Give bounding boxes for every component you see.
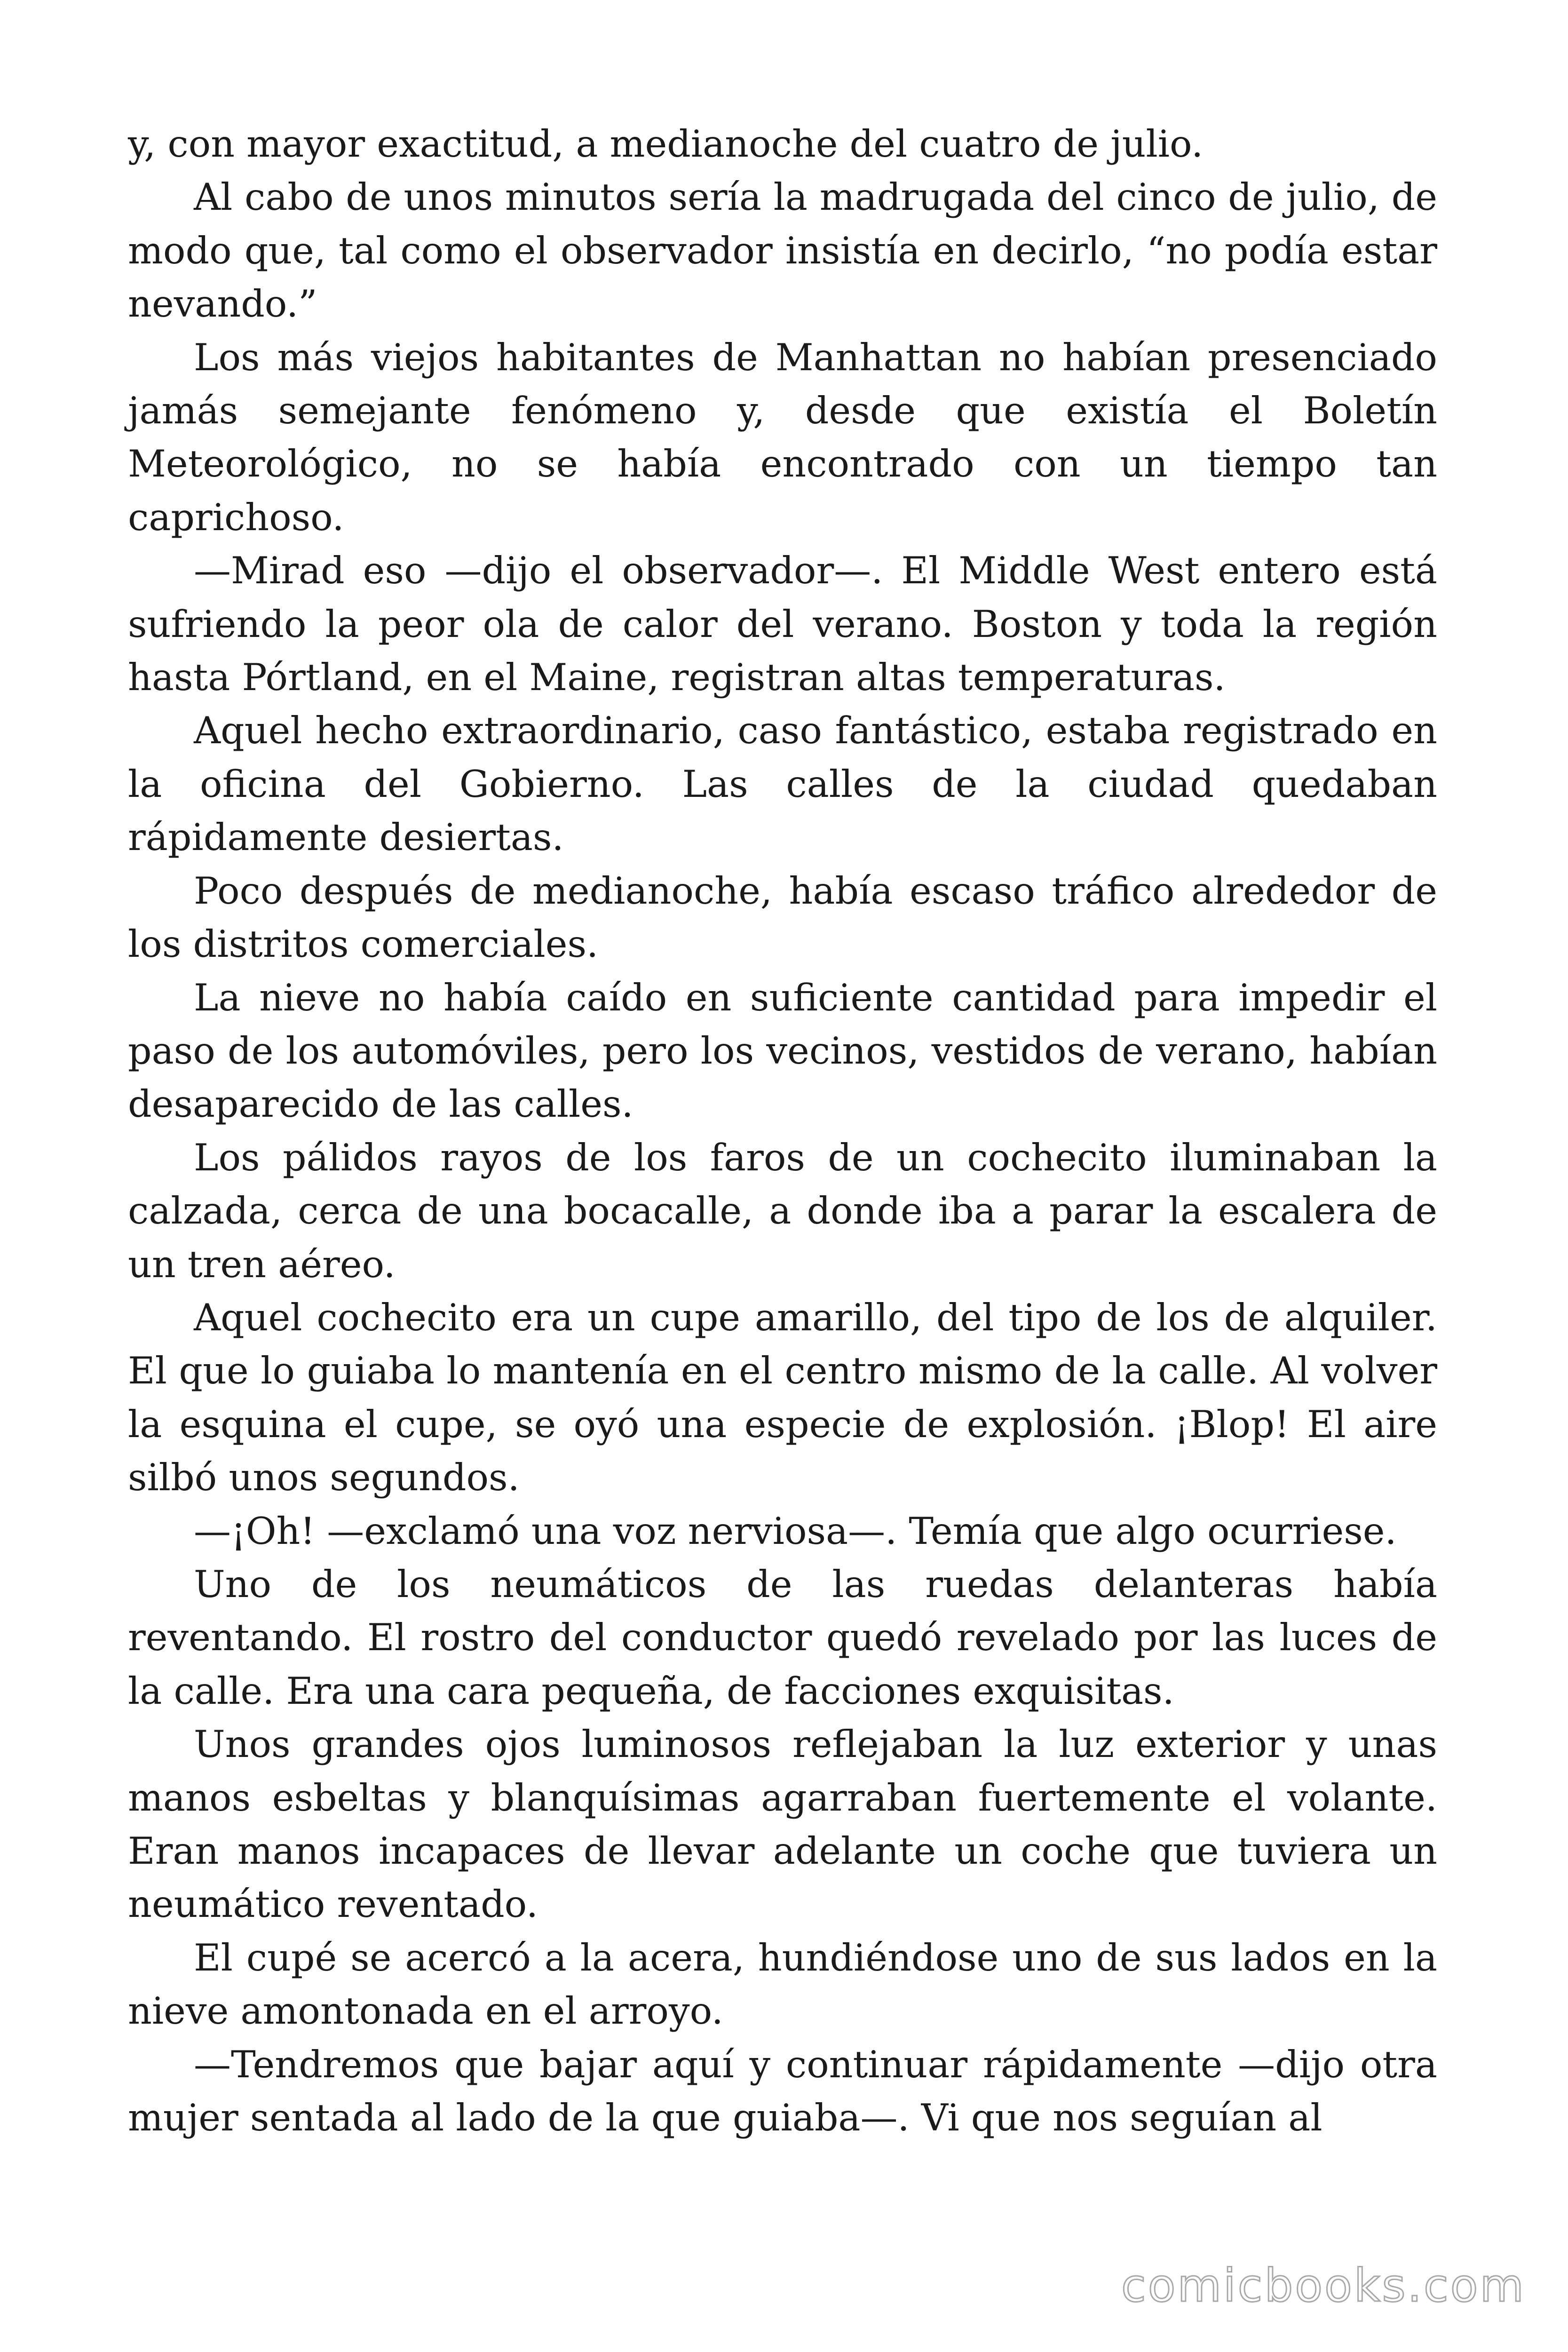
paragraph-14: —Tendremos que bajar aquí y continuar rápidamente —dijo otra mujer sentada al lado de la que guiaba—. Vi que nos seguían al <box>128 2042 1437 2140</box>
paragraph-12: Unos grandes ojos luminosos reflejaban la luz exterior y unas manos esbeltas y blanquísimas agarraban fuertemente el volante. Eran manos incapaces de llevar adelante un coche que tuviera un neumático reventado. <box>128 1723 1437 1926</box>
paragraph-4: —Mirad eso —dijo el observador—. El Middle West entero está sufriendo la peor ola de calor del verano. Boston y toda la región hasta Pórtland, en el Maine, registran altas temperaturas. <box>128 549 1437 699</box>
paragraph-10: —¡Oh! —exclamó una voz nerviosa—. Temía que algo ocurriese. <box>194 1509 1397 1553</box>
paragraph-7: La nieve no había caído en suficiente cantidad para impedir el paso de los automóviles, pero los vecinos, vestidos de verano, habían desaparecido de las calles. <box>128 976 1437 1126</box>
paragraph-11: Uno de los neumáticos de las ruedas delanteras había reventando. El rostro del conductor quedó revelado por las luces de la calle. Era una cara pequeña, de facciones exquisitas. <box>128 1562 1437 1713</box>
paragraph-13: El cupé se acercó a la acera, hundiéndose uno de sus lados en la nieve amontonada en el arroyo. <box>128 1936 1437 2033</box>
paragraph-3: Los más viejos habitantes de Manhattan no habían presenciado jamás semejante fenómeno y, desde que existía el Boletín Meteorológico, no se había encontrado con un tiempo tan caprichoso. <box>128 335 1437 539</box>
paragraph-1: y, con mayor exactitud, a medianoche del cuatro de julio. <box>128 122 1204 166</box>
paragraph-5: Aquel hecho extraordinario, caso fantástico, estaba registrado en la oficina del Gobierno. Las calles de la ciudad quedaban rápidamente desiertas. <box>128 709 1437 859</box>
body-text <box>128 118 1437 2145</box>
site-watermark: comicbooks.com <box>1121 2259 1526 2312</box>
paragraph-2: Al cabo de unos minutos sería la madrugada del cinco de julio, de modo que, tal como el observador insistía en decirlo, “no podía estar nevando.” <box>128 175 1437 326</box>
paragraph-9: Aquel cochecito era un cupe amarillo, del tipo de los de alquiler. El que lo guiaba lo mantenía en el centro mismo de la calle. Al volver la esquina el cupe, se oyó una especie de explosión. ¡Blop! El aire silbó unos segundos. <box>128 1295 1437 1500</box>
paragraph-6: Poco después de medianoche, había escaso tráfico alrededor de los distritos comerciales. <box>128 869 1437 966</box>
paragraph-8: Los pálidos rayos de los faros de un cochecito iluminaban la calzada, cerca de una bocacalle, a donde iba a parar la escalera de un tren aéreo. <box>128 1136 1437 1286</box>
